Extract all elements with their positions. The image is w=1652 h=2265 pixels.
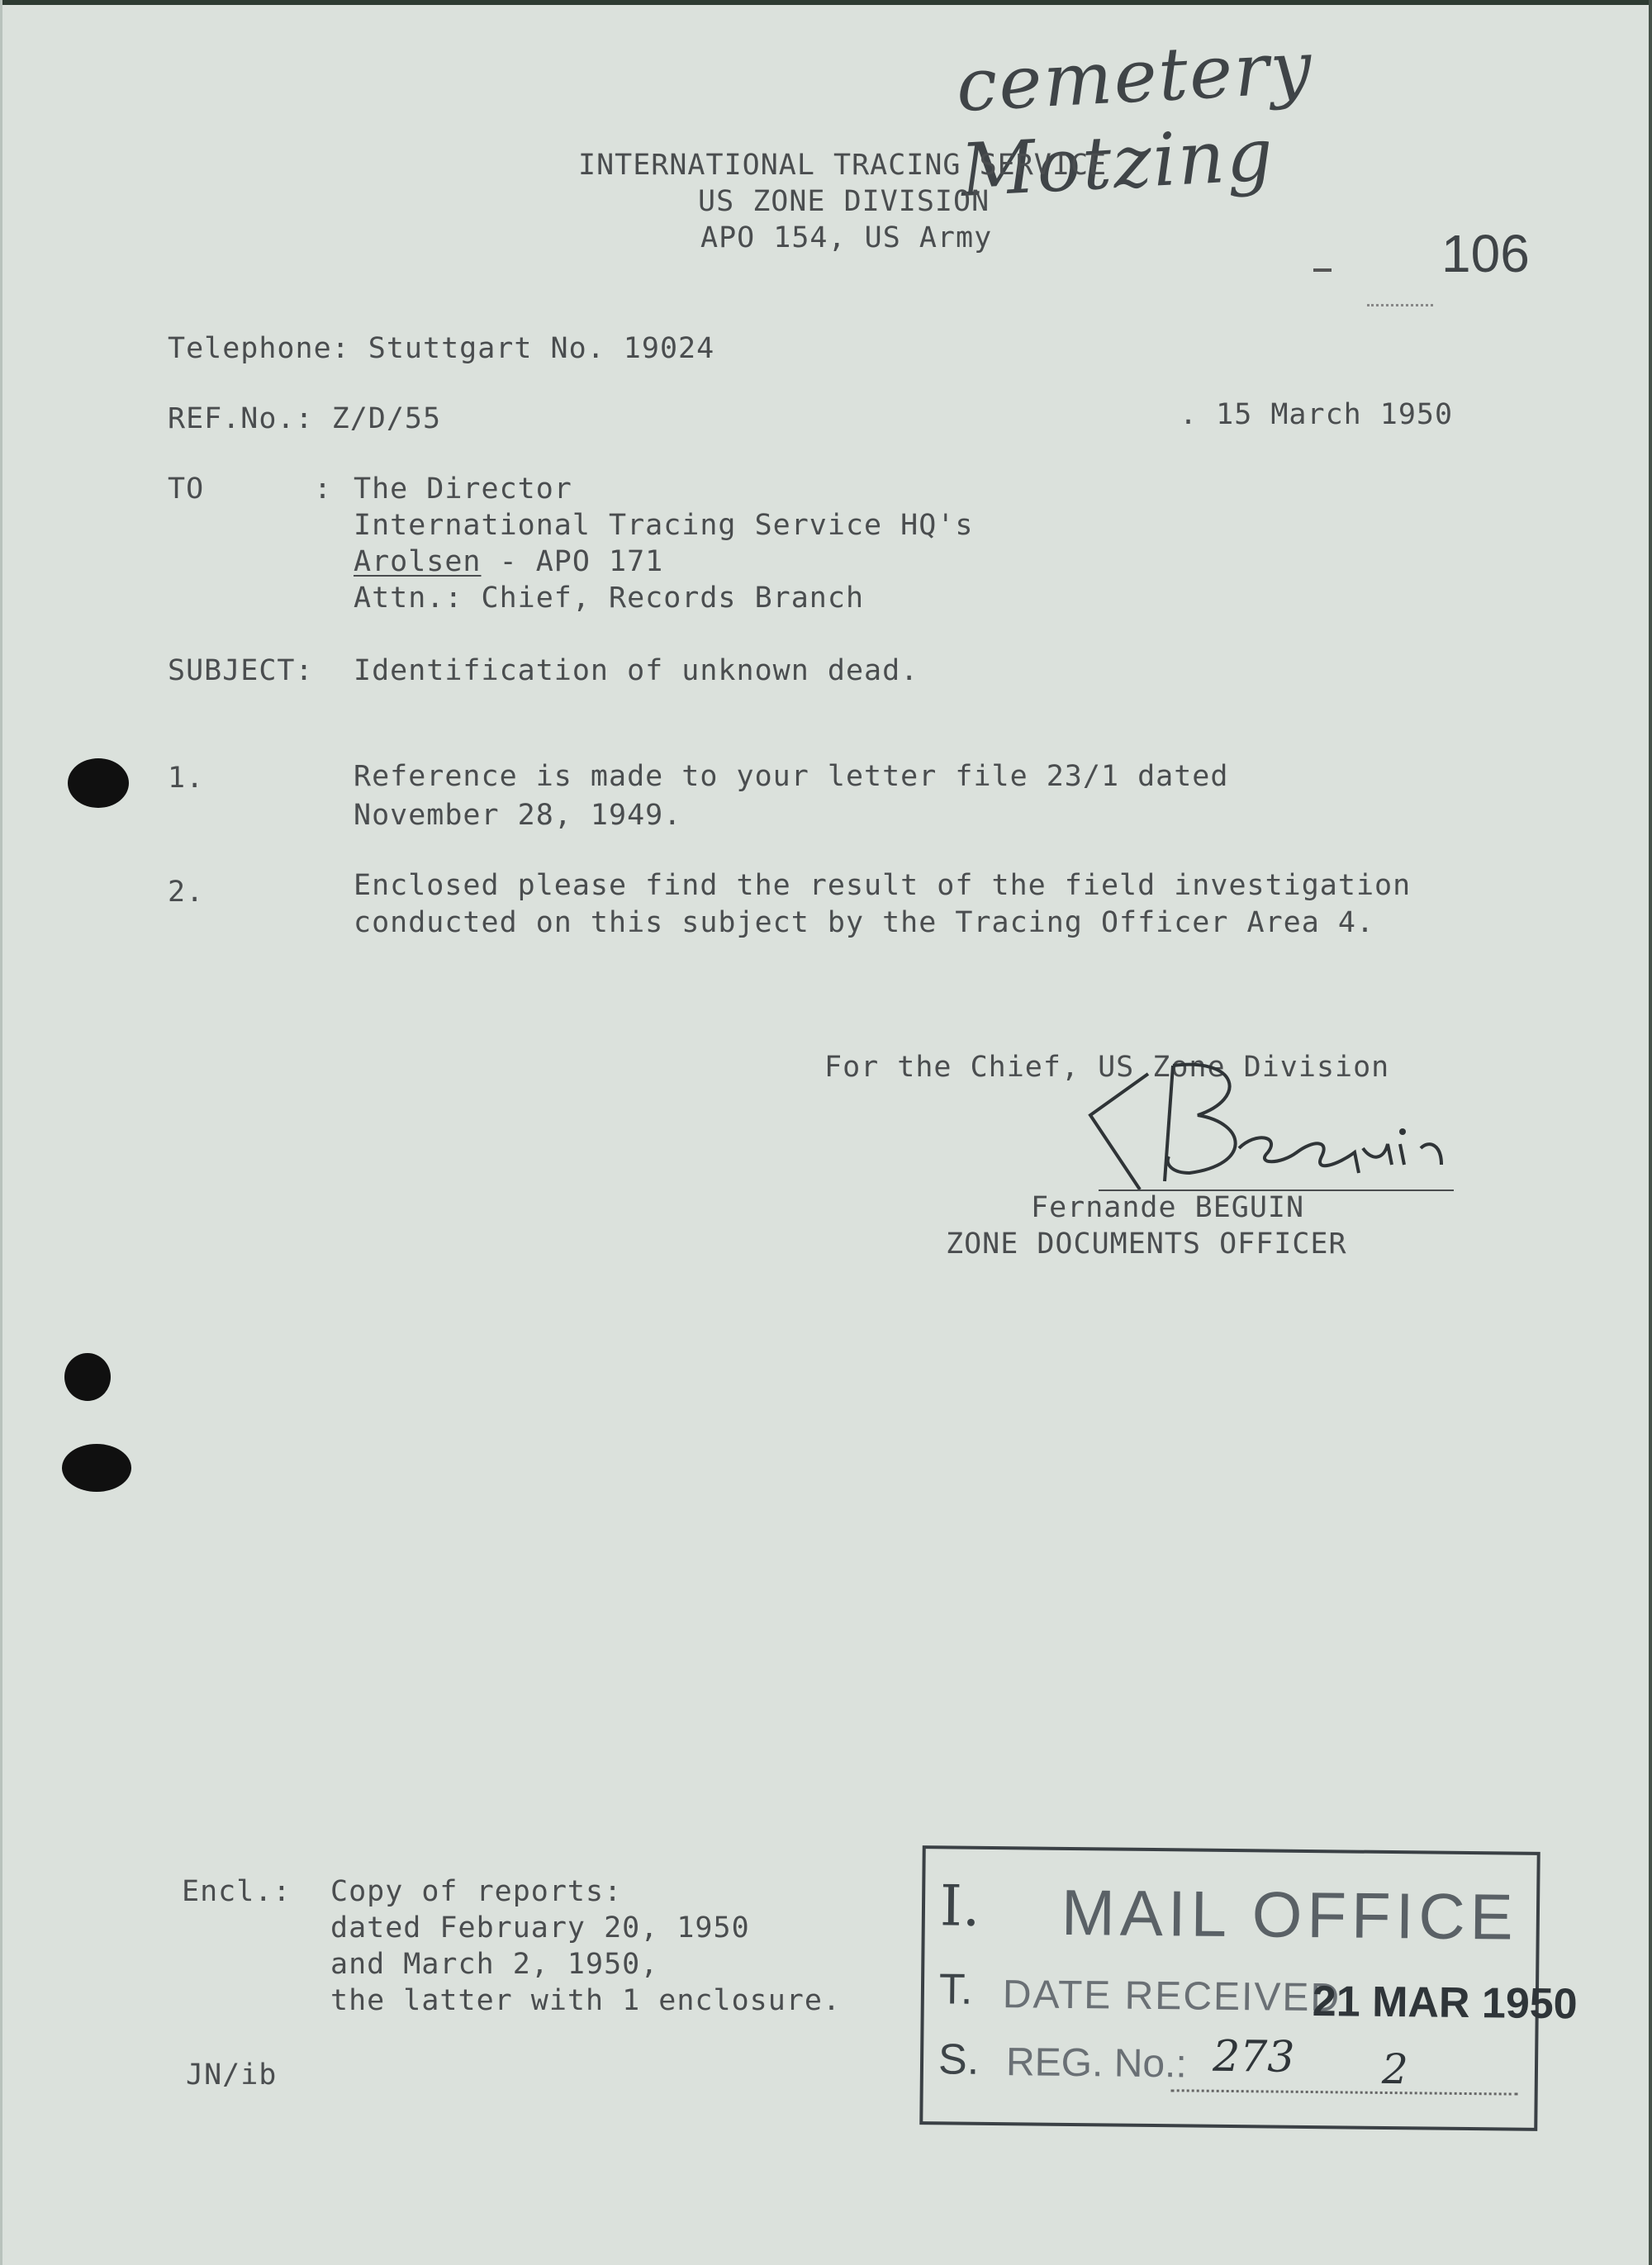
letterhead-line-3: APO 154, US Army xyxy=(700,221,993,254)
to-apo: - APO 171 xyxy=(481,545,664,578)
handwritten-note: cemetery Motzing xyxy=(954,24,1316,213)
scan-edge-top xyxy=(0,0,1652,5)
scan-edge-left xyxy=(0,0,2,2265)
to-label: TO xyxy=(168,472,205,506)
paragraph-1-line-2: November 28, 1949. xyxy=(354,799,682,832)
paragraph-1-number: 1. xyxy=(168,762,205,795)
stamp-reg-number: 273 xyxy=(1212,2031,1295,2082)
paragraph-1-line-1: Reference is made to your letter file 23/1 dated xyxy=(354,760,1229,793)
stamp-reg-label: REG. No.: xyxy=(1005,2040,1188,2087)
to-line-1: The Director xyxy=(354,472,572,506)
stamp-letter-i: I. xyxy=(939,1873,980,1940)
paragraph-2-number: 2. xyxy=(168,876,205,909)
to-city-underlined: Arolsen xyxy=(354,545,482,578)
stamp-date-received: 21 MAR 1950 xyxy=(1312,1978,1578,2029)
letter-date: . 15 March 1950 xyxy=(1180,398,1454,431)
signatory-title: ZONE DOCUMENTS OFFICER xyxy=(946,1227,1347,1261)
stamp-reg-suffix: 2 xyxy=(1381,2044,1409,2094)
stamp-date-received-label: DATE RECEIVED xyxy=(1002,1973,1341,2020)
stamp-mail-office: MAIL OFFICE xyxy=(1061,1875,1519,1954)
paragraph-2-line-1: Enclosed please find the result of the field investigation xyxy=(354,869,1412,902)
letterhead-line-2: US ZONE DIVISION xyxy=(698,185,990,218)
punch-hole xyxy=(62,1444,131,1492)
subject-label: SUBJECT: xyxy=(168,654,314,687)
enclosure-label: Encl.: xyxy=(182,1875,292,1908)
paragraph-2-line-2: conducted on this subject by the Tracing Officer Area 4. xyxy=(354,906,1375,939)
subject-text: Identification of unknown dead. xyxy=(354,654,919,687)
punch-hole xyxy=(68,758,129,808)
pencil-dots xyxy=(1367,304,1433,306)
scan-edge-right xyxy=(1649,0,1652,2265)
stamp-dotted-line xyxy=(1171,2089,1518,2095)
to-line-3 xyxy=(354,544,663,580)
enclosure-line-2: dated February 20, 1950 xyxy=(330,1911,750,1944)
letterhead-line-1: INTERNATIONAL TRACING SERVICE xyxy=(578,149,1108,182)
stamp-letter-s: S. xyxy=(938,2035,980,2084)
enclosure-line-4: the latter with 1 enclosure. xyxy=(330,1984,842,2017)
to-line-4: Attn.: Chief, Records Branch xyxy=(354,582,865,615)
punch-hole xyxy=(64,1353,111,1401)
pencil-dash xyxy=(1313,268,1332,272)
ref-number: REF.No.: Z/D/55 xyxy=(168,402,442,435)
typist-initials: JN/ib xyxy=(186,2058,278,2092)
signature-for-line: For the Chief, US Zone Division xyxy=(824,1051,1390,1084)
handwritten-signature xyxy=(1074,1041,1470,1206)
to-line-2: International Tracing Service HQ's xyxy=(354,509,974,542)
to-colon: : xyxy=(314,472,333,506)
signatory-name: Fernande BEGUIN xyxy=(1031,1191,1305,1224)
telephone-line: Telephone: Stuttgart No. 19024 xyxy=(168,332,715,365)
enclosure-line-1: Copy of reports: xyxy=(330,1875,623,1908)
mail-office-stamp xyxy=(919,1845,1578,2131)
stamp-letter-t: T. xyxy=(938,1965,973,2014)
enclosure-line-3: and March 2, 1950, xyxy=(330,1948,659,1981)
page-number: 106 xyxy=(1441,224,1530,283)
